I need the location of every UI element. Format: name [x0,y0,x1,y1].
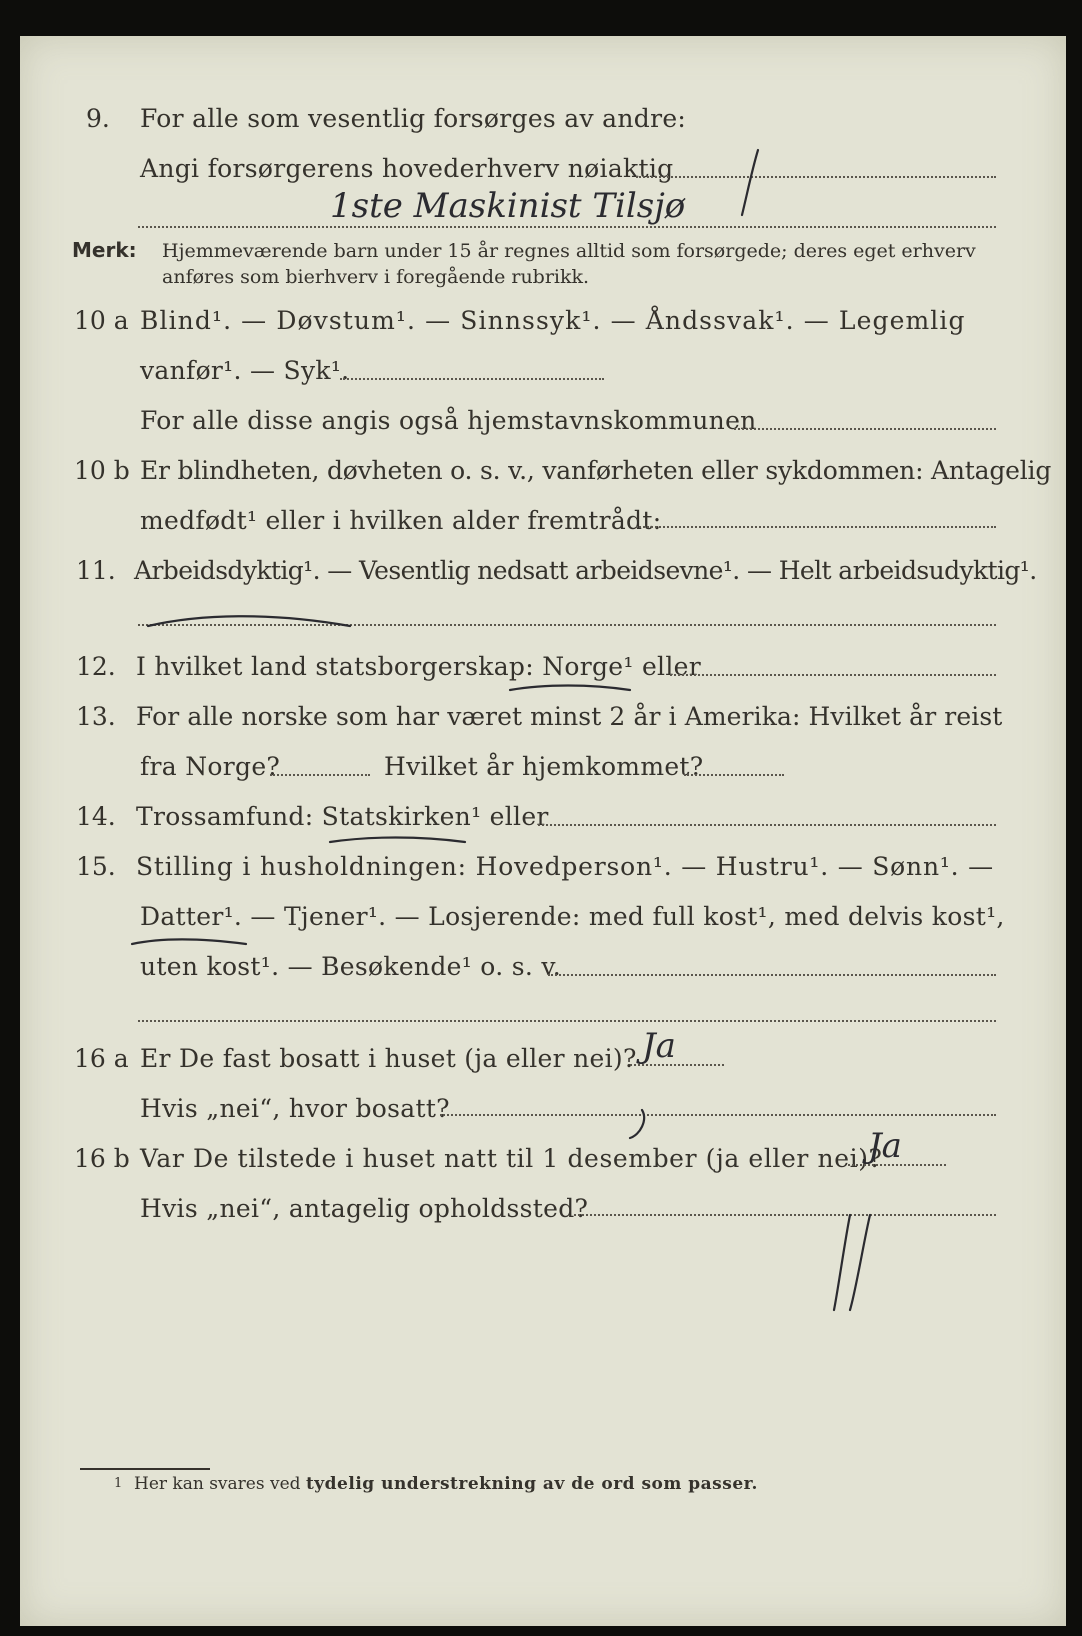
q10a-number: 10 a [74,306,129,335]
q9-handwritten-answer: 1ste Maskinist Tilsjø [330,186,686,226]
q11-line1: Arbeidsdyktig¹. — Vesentlig nedsatt arbeidsevne¹. — Helt arbeidsudyktig¹. [134,556,1037,585]
q10a-line3: For alle disse angis også hjemstavnskommunen [140,406,757,435]
q15-number: 15. [76,852,116,881]
q13-return-year-field[interactable] [684,774,784,776]
q13-line1: For alle norske som har været minst 2 år i Amerika: Hvilket år reist [136,702,1003,731]
q14-religion-field[interactable] [538,824,996,826]
q10b-age-field[interactable] [636,526,996,528]
q16b-location-field[interactable] [574,1214,996,1216]
q13-number: 13. [76,702,116,731]
q10b-number: 10 b [74,456,130,485]
q12-line1: I hvilket land statsborgerskap: Norge¹ eller [136,652,701,681]
q10b-line2: medfødt¹ eller i hvilken alder fremtrådt: [140,506,662,535]
q11-extra-field[interactable] [138,624,996,626]
merk-line1: Hjemmeværende barn under 15 år regnes alltid som forsørgede; deres eget erhverv [162,240,976,262]
q10a-sick-field[interactable] [340,378,604,380]
q15-household-field[interactable] [548,974,996,976]
q16b-line1: Var De tilstede i huset natt til 1 desember (ja eller nei)? [140,1144,883,1173]
q10a-line2: vanfør¹. — Syk¹. [140,356,350,385]
q13-line2b: Hvilket år hjemkommet? [384,752,704,781]
q11-number: 11. [76,556,116,585]
q10b-line1: Er blindheten, døvheten o. s. v., vanførheten eller sykdommen: Antagelig [140,456,1052,485]
q16a-residence-field[interactable] [440,1114,996,1116]
q9-line1: For alle som vesentlig forsørges av andre: [140,104,687,133]
q9-answer-field-2[interactable] [138,226,996,228]
q16b-handwritten-answer: Ja [868,1126,902,1166]
q9-line2: Angi forsørgerens hovederhverv nøiaktig [140,154,674,183]
footnote-plain: Her kan svares ved [134,1474,301,1494]
footnote-mark: 1 [114,1476,123,1491]
q16a-line2: Hvis „nei“, hvor bosatt? [140,1094,450,1123]
q16b-line2: Hvis „nei“, antagelig opholdssted? [140,1194,589,1223]
q16b-number: 16 b [74,1144,130,1173]
q14-line1: Trossamfund: Statskirken¹ eller [136,802,549,831]
footnote-text [134,1474,758,1494]
q12-number: 12. [76,652,116,681]
q16a-number: 16 a [74,1044,129,1073]
q9-number: 9. [86,104,110,133]
merk-label: Merk: [72,238,137,262]
q12-country-field[interactable] [670,674,996,676]
q15-line2: Datter¹. — Tjener¹. — Losjerende: med full kost¹, med delvis kost¹, [140,902,1005,931]
q15-line3: uten kost¹. — Besøkende¹ o. s. v. [140,952,562,981]
q13-line2a: fra Norge? [140,752,281,781]
footnote-rule [80,1468,210,1470]
q10a-municipality-field[interactable] [734,428,996,430]
q16a-line1: Er De fast bosatt i huset (ja eller nei)? [140,1044,637,1073]
merk-line2: anføres som bierhverv i foregående rubrikk. [162,266,590,288]
q14-number: 14. [76,802,116,831]
q15-line1: Stilling i husholdningen: Hovedperson¹. — Hustru¹. — Sønn¹. — [136,852,994,881]
q13-departure-year-field[interactable] [270,774,370,776]
q15-extra-field[interactable] [138,1020,996,1022]
q16a-handwritten-answer: Ja [642,1026,676,1066]
footnote-bold: tydelig understrekning av de ord som passer. [305,1474,758,1494]
q10a-line1: Blind¹. — Døvstum¹. — Sinnssyk¹. — Åndssvak¹. — Legemlig [140,306,966,335]
q9-answer-field-1[interactable] [636,176,996,178]
